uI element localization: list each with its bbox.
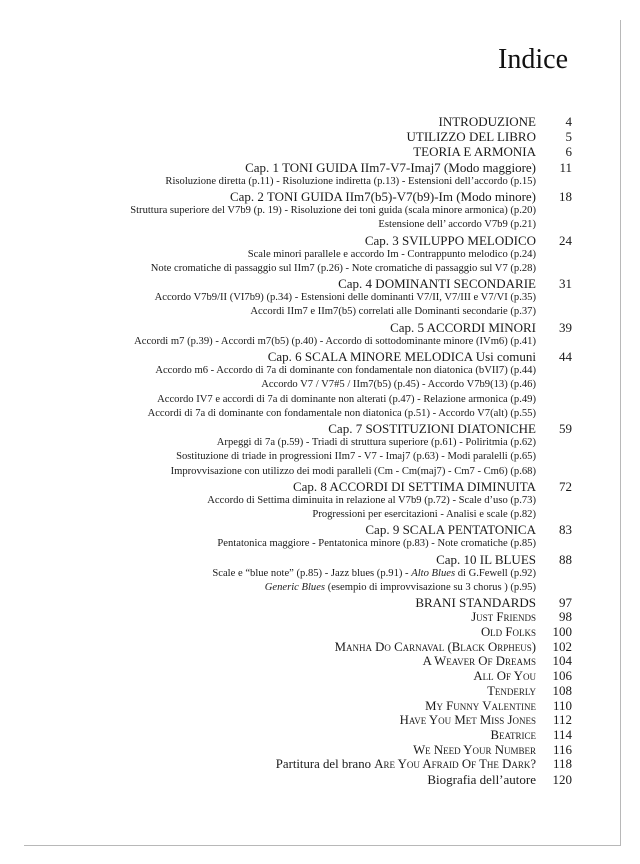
toc-subentry[interactable] (44, 175, 572, 189)
toc-entry-text: di G.Fewell (p.92) (455, 567, 536, 579)
toc-chapter-entry[interactable] (44, 522, 572, 537)
toc-entry-text: Scale e “blue note” (p.85) - Jazz blues (p.91) - (212, 567, 412, 579)
toc-subentry[interactable] (44, 364, 572, 378)
toc-subentry[interactable] (44, 757, 572, 772)
toc-entry-song-title: Are You Afraid Of The Dark? (374, 757, 536, 772)
toc-page-number: 11 (559, 159, 572, 175)
toc-entry-title: My Funny Valentine (425, 698, 536, 713)
toc-entry-title: Beatrice (490, 727, 536, 742)
toc-page-number: 97 (559, 595, 572, 611)
toc-entry-italic-title: Alto Blues (411, 567, 456, 579)
toc-entry-title (265, 581, 536, 595)
toc-entry-title: Risoluzione diretta (p.11) - Risoluzione indiretta (p.13) - Estensioni dell’accordo (p.15) (165, 175, 536, 187)
toc-page-number: 116 (552, 741, 572, 757)
toc-song-entry[interactable] (44, 640, 572, 655)
toc-chapter-entry[interactable] (44, 595, 572, 610)
toc-subentry[interactable] (44, 537, 572, 551)
toc-entry-title: We Need Your Number (413, 742, 536, 757)
toc-page-number: 24 (559, 232, 572, 248)
toc-page-number: 110 (552, 697, 572, 713)
toc-page-number: 118 (552, 756, 572, 772)
toc-chapter-entry[interactable] (44, 479, 572, 494)
toc-chapter-entry[interactable] (44, 552, 572, 567)
toc-song-entry[interactable] (44, 713, 572, 728)
toc-chapter-entry[interactable] (44, 129, 572, 144)
toc-chapter-entry[interactable] (44, 189, 572, 204)
toc-entry-title (276, 757, 536, 772)
toc-subentry[interactable] (44, 407, 572, 421)
toc-entry-title: Manha Do Carnaval (Black Orpheus) (334, 639, 536, 654)
toc-chapter-entry[interactable] (44, 772, 572, 787)
toc-entry-title: Pentatonica maggiore - Pentatonica minore (p.83) - Note cromatiche (p.85) (217, 538, 536, 550)
toc-entry-title: Cap. 6 SCALA MINORE MELODICA Usi comuni (267, 349, 536, 364)
toc-entry-title: Accordi IIm7 e IIm7(b5) correlati alle Dominanti secondarie (p.37) (250, 306, 536, 318)
toc-chapter-entry[interactable] (44, 233, 572, 248)
toc-entry-title: Accordi di 7a di dominante con fondamentale non diatonica (p.51) - Accordo V7(alt) (p.55) (147, 407, 536, 419)
toc-page-number: 88 (559, 551, 572, 567)
toc-page-number: 44 (559, 349, 572, 364)
toc-entry-title: Scale minori parallele e accordo Im - Contrappunto melodico (p.24) (247, 248, 536, 260)
toc-entry-title: Cap. 1 TONI GUIDA IIm7-V7-Imaj7 (Modo maggiore) (245, 159, 536, 175)
toc-entry-title: Estensione dell’ accordo V7b9 (p.21) (378, 219, 536, 231)
toc-entry-title: Sostituzione di triade in progressioni IIm7 - V7 - Imaj7 (p.63) - Modi paralelli (p.65) (176, 451, 536, 463)
toc-entry-title (212, 567, 536, 581)
toc-page-number: 4 (565, 114, 572, 129)
toc-subentry[interactable] (44, 436, 572, 450)
toc-chapter-entry[interactable] (44, 349, 572, 364)
toc-page-number: 100 (552, 624, 572, 640)
toc-page-number: 72 (559, 478, 572, 494)
toc-entry-text: (esempio di improvvisazione su 3 chorus ) (p.95) (325, 582, 536, 593)
toc-entry-title: Accordo V7b9/II (VI7b9) (p.34) - Estensioni delle dominanti V7/II, V7/III e V7/VI (p.35) (154, 292, 536, 304)
toc-subentry[interactable] (44, 305, 572, 319)
toc-entry-title: Biografia dell’autore (427, 771, 536, 787)
toc-entry-title: Have You Met Miss Jones (399, 713, 536, 728)
toc-song-entry[interactable] (44, 728, 572, 743)
toc-entry-title: Cap. 5 ACCORDI MINORI (390, 319, 536, 335)
toc-chapter-entry[interactable] (44, 320, 572, 335)
toc-subentry[interactable] (44, 248, 572, 262)
toc-subentry[interactable] (44, 450, 572, 464)
toc-page-number: 31 (559, 276, 572, 292)
toc-page-number: 120 (552, 771, 572, 787)
toc-subentry[interactable] (44, 218, 572, 232)
toc-subentry[interactable] (44, 291, 572, 305)
toc-entry-title: Just Friends (471, 610, 536, 625)
toc-song-entry[interactable] (44, 669, 572, 684)
toc-page-number: 108 (552, 682, 572, 698)
toc-entry-italic-title: Generic Blues (264, 582, 326, 593)
toc-entry-title: Progressioni per esercitazioni - Analisi e scale (p.82) (312, 509, 536, 521)
toc-entry-title: INTRODUZIONE (438, 114, 536, 129)
toc-entry-title: All Of You (473, 669, 536, 684)
toc-entry-title: Cap. 2 TONI GUIDA IIm7(b5)-V7(b9)-Im (Modo minore) (229, 188, 536, 204)
toc-page-number: 18 (559, 188, 572, 204)
toc-entry-title: Accordo IV7 e accordi di 7a di dominante non alterati (p.47) - Relazione armonica (p.49) (157, 393, 536, 405)
toc-entry-title: Old Folks (480, 625, 536, 640)
toc-entry-title: Accordo m6 - Accordo di 7a di dominante con fondamentale non diatonica (bVII7) (p.44) (155, 365, 536, 377)
toc-song-entry[interactable] (44, 654, 572, 669)
toc-entry-title: BRANI STANDARDS (415, 595, 536, 611)
toc-subentry[interactable] (44, 393, 572, 407)
toc-page-number: 6 (565, 144, 572, 160)
toc-entry-title: Cap. 3 SVILUPPO MELODICO (364, 232, 536, 248)
toc-entry-title: TEORIA E ARMONIA (413, 144, 536, 160)
toc-song-entry[interactable] (44, 699, 572, 714)
toc-entry-title: Cap. 10 IL BLUES (436, 551, 536, 567)
toc-page-number: 112 (552, 712, 572, 728)
toc-entry-title: UTILIZZO DEL LIBRO (406, 129, 536, 145)
toc-entry-title: Improvvisazione con utilizzo dei modi paralleli (Cm - Cm(maj7) - Cm7 - Cm6) (p.68) (170, 465, 536, 477)
table-of-contents (44, 114, 572, 787)
toc-chapter-entry[interactable] (44, 160, 572, 175)
toc-page-number: 102 (552, 638, 572, 654)
page-title: Indice (498, 44, 568, 75)
toc-song-entry[interactable] (44, 610, 572, 625)
toc-entry-title: Arpeggi di 7a (p.59) - Triadi di struttura superiore (p.61) - Poliritmia (p.62) (216, 437, 536, 449)
toc-chapter-entry[interactable] (44, 276, 572, 291)
toc-song-entry[interactable] (44, 625, 572, 640)
toc-page-number: 39 (559, 319, 572, 335)
toc-subentry[interactable] (44, 378, 572, 392)
toc-subentry[interactable] (44, 508, 572, 522)
toc-song-entry[interactable] (44, 743, 572, 758)
toc-song-entry[interactable] (44, 684, 572, 699)
toc-entry-title: Tenderly (487, 683, 536, 698)
toc-subentry[interactable] (44, 335, 572, 349)
toc-entry-title: Cap. 9 SCALA PENTATONICA (365, 522, 536, 538)
toc-entry-text: Partitura del brano (275, 757, 375, 772)
toc-page-number: 104 (552, 653, 572, 669)
toc-page-number: 59 (559, 420, 572, 436)
toc-entry-title: Cap. 8 ACCORDI DI SETTIMA DIMINUITA (292, 478, 536, 494)
toc-subentry[interactable] (44, 204, 572, 218)
toc-entry-title: Note cromatiche di passaggio sul IIm7 (p.26) - Note cromatiche di passaggio sul V7 (p.28) (150, 262, 536, 274)
toc-subentry[interactable] (44, 567, 572, 581)
toc-page-number: 106 (552, 668, 572, 684)
toc-chapter-entry[interactable] (44, 421, 572, 436)
toc-chapter-entry[interactable] (44, 144, 572, 159)
toc-entry-title: A Weaver Of Dreams (422, 654, 536, 669)
toc-subentry[interactable] (44, 581, 572, 595)
toc-entry-title: Accordi m7 (p.39) - Accordi m7(b5) (p.40) - Accordo di sottodominante minore (IVm6) (p.41) (134, 335, 536, 347)
toc-subentry[interactable] (44, 262, 572, 276)
toc-page-number: 5 (565, 129, 572, 145)
toc-subentry[interactable] (44, 465, 572, 479)
toc-entry-title: Cap. 4 DOMINANTI SECONDARIE (338, 276, 536, 292)
toc-entry-title: Cap. 7 SOSTITUZIONI DIATONICHE (328, 420, 536, 436)
toc-subentry[interactable] (44, 494, 572, 508)
toc-chapter-entry[interactable] (44, 114, 572, 129)
toc-entry-title: Accordo V7 / V7#5 / IIm7(b5) (p.45) - Accordo V7b9(13) (p.46) (261, 379, 536, 391)
toc-page-number: 83 (559, 522, 572, 538)
toc-entry-title: Struttura superiore del V7b9 (p. 19) - Risoluzione dei toni guida (scala minore armonica) (p.20) (130, 205, 536, 217)
toc-page-number: 114 (552, 726, 572, 742)
toc-page-number: 98 (559, 609, 572, 625)
toc-entry-title: Accordo di Settima diminuita in relazione al V7b9 (p.72) - Scale d’uso (p.73) (207, 494, 536, 506)
